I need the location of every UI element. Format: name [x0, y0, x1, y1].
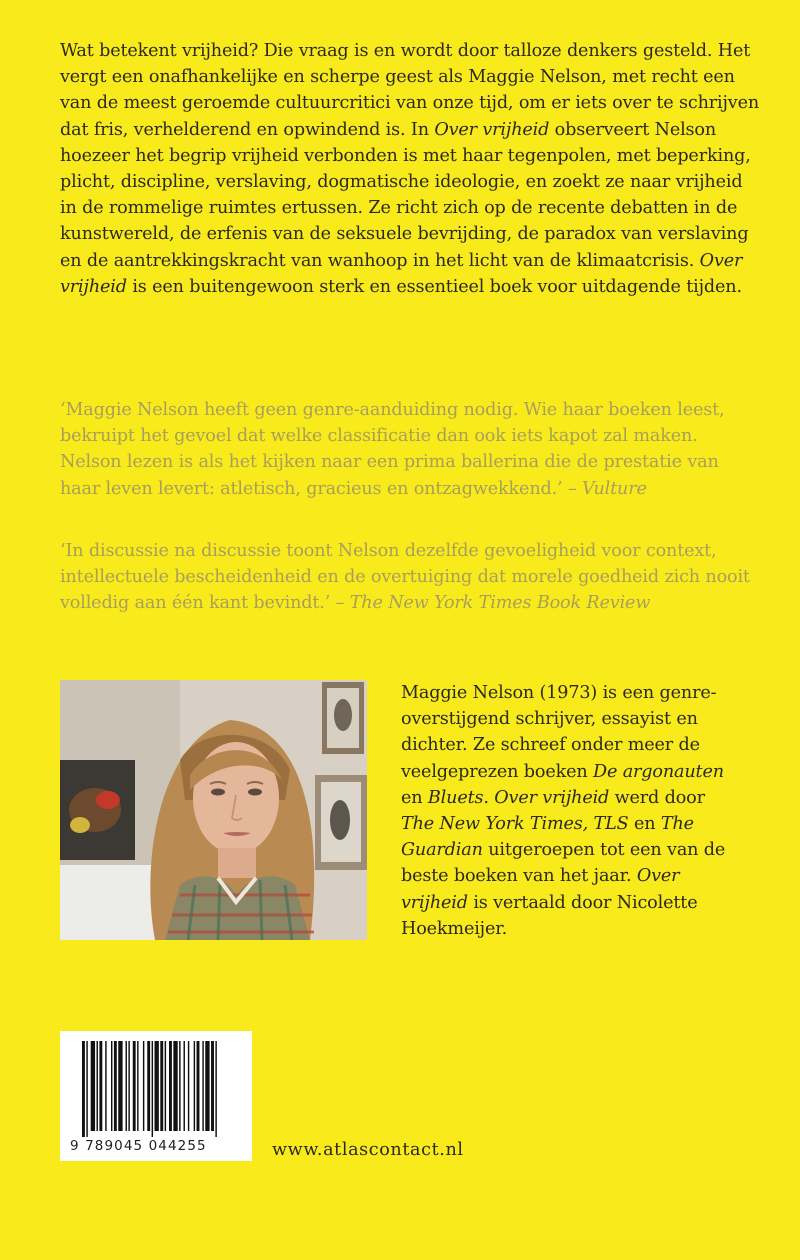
- barcode-bar: [147, 1041, 150, 1131]
- barcode-bar: [86, 1041, 87, 1137]
- bio-title: The Guardian: [401, 814, 694, 861]
- author-photo: [60, 680, 367, 940]
- barcode-bar: [111, 1041, 112, 1131]
- barcode-bar: [197, 1041, 200, 1131]
- barcode-bar: [133, 1041, 136, 1131]
- barcode-bars: [60, 1031, 252, 1141]
- barcode-bar: [99, 1041, 102, 1131]
- barcode-bar: [194, 1041, 195, 1131]
- barcode-bar: [205, 1041, 209, 1131]
- isbn-barcode: [60, 1031, 252, 1161]
- quote-source: The New York Times Book Review: [349, 593, 651, 614]
- bio-text: werd door: [609, 787, 705, 808]
- quote-text: ‘In discussie na discussie toont Nelson dezelfde gevoeligheid voor context, intellectuele bescheidenheid en de overtuiging dat morele goedheid zich nooit volledig aan één kant bevindt.’ –: [60, 541, 750, 614]
- barcode-bar: [155, 1041, 159, 1131]
- blurb-text: is een buitengewoon sterk en essentieel boek voor uitdagende tijden.: [126, 276, 742, 297]
- author-bio: [401, 680, 741, 942]
- barcode-bar: [152, 1041, 153, 1137]
- barcode-bar: [160, 1041, 163, 1131]
- barcode-bar: [128, 1041, 129, 1131]
- barcode-bar: [143, 1041, 144, 1131]
- back-cover-blurb: [60, 38, 760, 300]
- bio-title: Over vrijheid: [401, 866, 680, 913]
- publisher-url[interactable]: www.atlascontact.nl: [272, 1140, 464, 1160]
- barcode-bar: [137, 1041, 138, 1131]
- quote-source: Vulture: [582, 478, 647, 499]
- book-title: Over vrijheid: [60, 250, 743, 297]
- book-title: Over vrijheid: [434, 119, 550, 140]
- bio-text: en: [628, 814, 661, 835]
- review-quote: [60, 397, 760, 502]
- quote-text: ‘Maggie Nelson heeft geen genre-aanduiding nodig. Wie haar boeken leest, bekruipt het gevoel dat welke classificatie dan ook iets kapot zal maken. Nelson lezen is als het kijken naar een prima ballerina die de prestatie van haar leven levert: atletisch, gracieus en ontzagwekkend.’ –: [60, 400, 725, 499]
- barcode-bar: [165, 1041, 166, 1131]
- barcode-bar: [114, 1041, 117, 1131]
- bio-text: en: [401, 787, 428, 808]
- barcode-bar: [97, 1041, 98, 1131]
- blurb-text: Wat betekent vrijheid? Die vraag is en wordt door talloze denkers gesteld. Het vergt een onafhankelijke en scherpe geest als Maggie Nelson, met recht een van de meest geroemde cultuurcritici van onze tijd, om er iets over te schrijven dat fris, verhelderend en opwindend is. In: [60, 41, 760, 140]
- barcode-bar: [82, 1041, 85, 1137]
- barcode-bar: [188, 1041, 189, 1131]
- bio-title: Bluets. Over vrijheid: [427, 787, 610, 808]
- barcode-bar: [184, 1041, 185, 1131]
- barcode-bar: [211, 1041, 214, 1131]
- barcode-bar: [173, 1041, 177, 1131]
- barcode-bar: [126, 1041, 127, 1131]
- barcode-bar: [179, 1041, 180, 1131]
- bio-title: De argonauten: [593, 761, 724, 782]
- barcode-bar: [215, 1041, 216, 1137]
- author-portrait-image: [60, 680, 367, 940]
- bio-text: is vertaald door Nicolette Hoekmeijer.: [401, 892, 698, 939]
- bio-title: The New York Times, TLS: [401, 814, 629, 835]
- barcode-bar: [169, 1041, 172, 1131]
- barcode-bar: [118, 1041, 122, 1131]
- barcode-bar: [91, 1041, 95, 1131]
- barcode-bar: [105, 1041, 106, 1131]
- bio-text: Maggie Nelson (1973) is een genre-overstijgend schrijver, essayist en dichter. Ze schreef onder meer de veelgeprezen boeken: [401, 683, 717, 782]
- review-quote: [60, 538, 760, 617]
- isbn-number: 9 789045 044255: [70, 1138, 207, 1154]
- bio-text: uitgeroepen tot een van de beste boeken van het jaar.: [401, 840, 726, 887]
- barcode-bar: [202, 1041, 203, 1131]
- blurb-text: observeert Nelson hoezeer het begrip vrijheid verbonden is met haar tegenpolen, met beperking, plicht, discipline, verslaving, dogmatische ideologie, en zoekt ze naar vrijheid in de rommelige ruimtes ertussen. Ze richt zich op de recente debatten in de kunstwereld, de erfenis van de seksuele bevrijding, de paradox van verslaving en de aantrekkingskracht van wanhoop in het licht van de klimaatcrisis.: [60, 119, 751, 271]
